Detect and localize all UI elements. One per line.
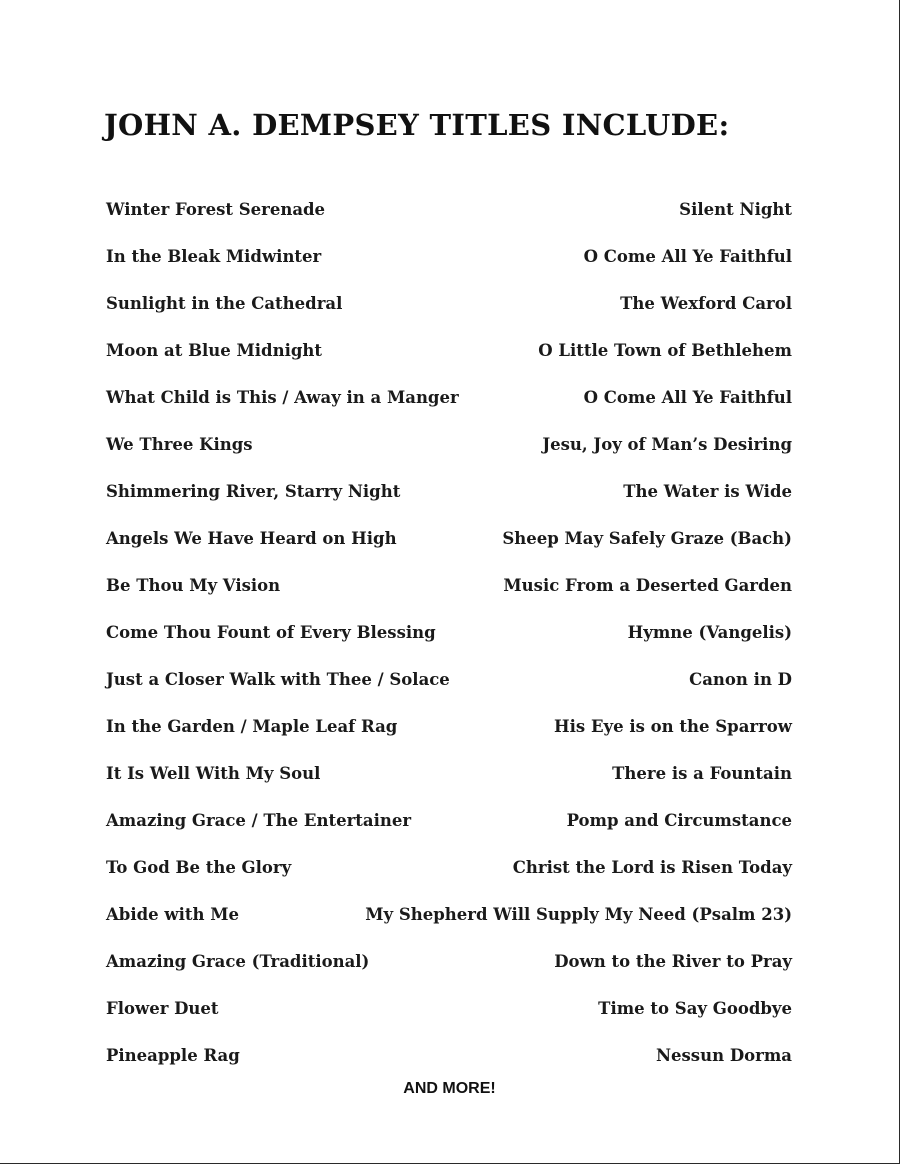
title-row [106, 656, 792, 703]
title-left: Winter Forest Serenade [106, 200, 326, 219]
title-row [106, 891, 792, 938]
title-row [106, 985, 792, 1032]
title-row [106, 186, 792, 233]
title-left: In the Bleak Midwinter [106, 247, 322, 266]
title-row [106, 844, 792, 891]
title-right: My Shepherd Will Supply My Need (Psalm 23) [365, 905, 792, 924]
title-right: Down to the River to Pray [554, 952, 792, 971]
titles-list [106, 186, 792, 1079]
title-right: There is a Fountain [612, 764, 792, 783]
title-left: It Is Well With My Soul [106, 764, 321, 783]
title-right: Nessun Dorma [655, 1046, 792, 1065]
title-left: What Child is This / Away in a Manger [106, 388, 459, 407]
title-row [106, 468, 792, 515]
title-left: We Three Kings [106, 435, 253, 454]
title-left: Sunlight in the Cathedral [106, 294, 343, 313]
title-row [106, 515, 792, 562]
title-left: Just a Closer Walk with Thee / Solace [106, 670, 450, 689]
title-row [106, 1032, 792, 1079]
title-row [106, 421, 792, 468]
title-left: Flower Duet [106, 999, 219, 1018]
title-left: Be Thou My Vision [106, 576, 281, 595]
title-right: The Wexford Carol [620, 294, 792, 313]
page-title: JOHN A. DEMPSEY TITLES INCLUDE: [104, 108, 730, 142]
title-left: Come Thou Fount of Every Blessing [106, 623, 436, 642]
title-right: Silent Night [679, 200, 792, 219]
title-right: Canon in D [689, 670, 792, 689]
title-left: Angels We Have Heard on High [106, 529, 397, 548]
title-right: Jesu, Joy of Man’s Desiring [542, 435, 792, 454]
title-left: Amazing Grace (Traditional) [106, 952, 370, 971]
title-left: Pineapple Rag [106, 1046, 240, 1065]
title-right: Time to Say Goodbye [598, 999, 792, 1018]
title-right: His Eye is on the Sparrow [554, 717, 792, 736]
title-right: The Water is Wide [623, 482, 792, 501]
title-right: Hymne (Vangelis) [627, 623, 792, 642]
title-right: O Little Town of Bethlehem [538, 341, 792, 360]
title-row [106, 750, 792, 797]
title-left: In the Garden / Maple Leaf Rag [106, 717, 398, 736]
title-right: O Come All Ye Faithful [583, 247, 792, 266]
title-right: O Come All Ye Faithful [583, 388, 792, 407]
title-row [106, 374, 792, 421]
title-row [106, 327, 792, 374]
title-right: Pomp and Circumstance [566, 811, 792, 830]
title-left: Shimmering River, Starry Night [106, 482, 401, 501]
title-row [106, 233, 792, 280]
title-row [106, 703, 792, 750]
title-row [106, 797, 792, 844]
title-right: Sheep May Safely Graze (Bach) [502, 529, 792, 548]
title-right: Christ the Lord is Risen Today [512, 858, 792, 877]
title-right: Music From a Deserted Garden [503, 576, 792, 595]
title-row [106, 938, 792, 985]
title-left: Amazing Grace / The Entertainer [106, 811, 412, 830]
title-row [106, 562, 792, 609]
title-left: Abide with Me [106, 905, 239, 924]
title-row [106, 280, 792, 327]
and-more-footer: AND MORE! [403, 1080, 496, 1097]
title-left: To God Be the Glory [106, 858, 292, 877]
title-left: Moon at Blue Midnight [106, 341, 323, 360]
title-row [106, 609, 792, 656]
